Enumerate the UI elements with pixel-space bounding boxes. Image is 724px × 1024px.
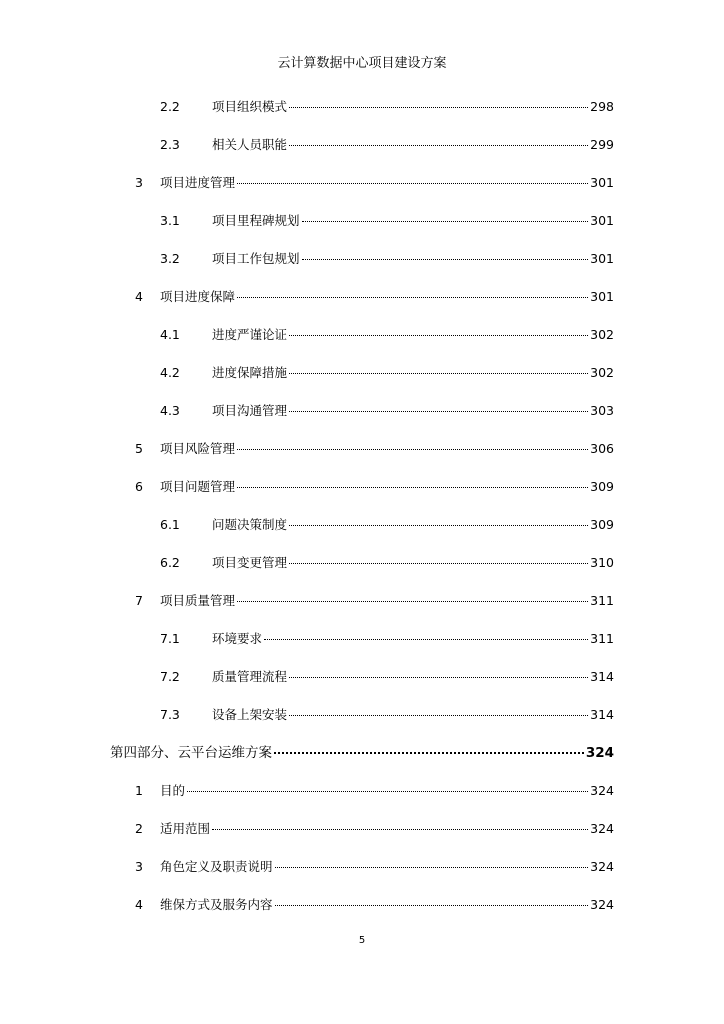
toc-entry-page: 324 (585, 745, 614, 761)
toc-leader-dots (237, 601, 588, 602)
toc-leader-dots (264, 639, 588, 640)
toc-entry-title: 进度严谨论证 (212, 327, 288, 342)
toc-entry-page: 301 (590, 251, 614, 266)
toc-entry-page: 309 (590, 479, 614, 494)
toc-entry-page: 301 (590, 213, 614, 228)
toc-entry-number: 6.2 (160, 555, 180, 570)
toc-leader-dots (289, 335, 588, 336)
toc-entry-number: 4.1 (160, 327, 180, 342)
toc-leader-dots (289, 373, 588, 374)
toc-leader-dots (289, 525, 588, 526)
toc-entry-page: 311 (590, 631, 614, 646)
document-title: 云计算数据中心项目建设方案 (277, 56, 447, 71)
toc-entry-number: 3 (135, 175, 143, 190)
toc-entry-page: 306 (590, 441, 614, 456)
toc-entry[interactable] (0, 858, 724, 876)
toc-entry-number: 2.2 (160, 99, 180, 114)
toc-leader-dots (212, 829, 588, 830)
toc-entry[interactable] (0, 478, 724, 496)
toc-entry[interactable] (0, 402, 724, 420)
toc-leader-dots (237, 297, 588, 298)
toc-entry-page: 324 (590, 821, 614, 836)
toc-entry-number: 2 (135, 821, 143, 836)
toc-entry-title: 项目问题管理 (160, 479, 236, 494)
toc-leader-dots (289, 107, 588, 108)
toc-entry-title: 项目工作包规划 (212, 251, 300, 266)
toc-entry[interactable] (0, 668, 724, 686)
toc-entry-title: 项目里程碑规划 (212, 213, 300, 228)
toc-entry-page: 302 (590, 327, 614, 342)
toc-entry-page: 302 (590, 365, 614, 380)
toc-entry-title: 相关人员职能 (212, 137, 288, 152)
toc-entry[interactable] (0, 592, 724, 610)
toc-leader-dots (302, 259, 589, 260)
toc-entry[interactable] (0, 174, 724, 192)
toc-entry-title: 设备上架安装 (212, 707, 288, 722)
toc-entry-number: 7.3 (160, 707, 180, 722)
toc-entry-title: 项目风险管理 (160, 441, 236, 456)
toc-entry-number: 7 (135, 593, 143, 608)
toc-entry[interactable] (0, 782, 724, 800)
toc-leader-dots (274, 752, 584, 754)
toc-entry-title: 目的 (160, 783, 186, 798)
toc-entry-title: 项目质量管理 (160, 593, 236, 608)
toc-entry-title: 项目进度保障 (160, 289, 236, 304)
toc-leader-dots (289, 563, 588, 564)
toc-entry[interactable] (0, 896, 724, 914)
toc-entry-title: 进度保障措施 (212, 365, 288, 380)
toc-entry-number: 4.3 (160, 403, 180, 418)
toc-entry[interactable] (0, 364, 724, 382)
toc-entry-number: 6 (135, 479, 143, 494)
toc-entry[interactable] (0, 288, 724, 306)
toc-leader-dots (289, 411, 588, 412)
toc-entry-page: 310 (590, 555, 614, 570)
toc-leader-dots (289, 145, 588, 146)
toc-entry[interactable] (0, 136, 724, 154)
toc-entry-title: 质量管理流程 (212, 669, 288, 684)
toc-leader-dots (187, 791, 588, 792)
toc-entry-page: 324 (590, 897, 614, 912)
toc-entry-number: 4 (135, 289, 143, 304)
toc-entry-page: 314 (590, 707, 614, 722)
toc-leader-dots (237, 449, 588, 450)
toc-leader-dots (237, 487, 588, 488)
toc-entry-title: 问题决策制度 (212, 517, 288, 532)
toc-entry-number: 7.1 (160, 631, 180, 646)
toc-entry-title: 角色定义及职责说明 (160, 859, 273, 874)
toc-leader-dots (275, 867, 589, 868)
toc-entry[interactable] (0, 630, 724, 648)
toc-entry-title: 项目变更管理 (212, 555, 288, 570)
toc-entry-number: 3.1 (160, 213, 180, 228)
toc-entry-page: 309 (590, 517, 614, 532)
toc-entry[interactable] (0, 554, 724, 572)
toc-leader-dots (275, 905, 589, 906)
toc-entry-title: 项目组织模式 (212, 99, 288, 114)
toc-entry-number: 2.3 (160, 137, 180, 152)
toc-leader-dots (237, 183, 588, 184)
toc-entry-page: 299 (590, 137, 614, 152)
toc-entry-page: 324 (590, 783, 614, 798)
toc-entry[interactable] (0, 98, 724, 116)
toc-entry[interactable] (0, 212, 724, 230)
toc-entry[interactable] (0, 516, 724, 534)
toc-entry-title: 适用范围 (160, 821, 211, 836)
toc-entry[interactable] (0, 820, 724, 838)
toc-entry-page: 303 (590, 403, 614, 418)
toc-entry-title: 项目进度管理 (160, 175, 236, 190)
toc-entry[interactable] (0, 440, 724, 458)
toc-entry[interactable] (0, 326, 724, 344)
toc-entry-number: 4 (135, 897, 143, 912)
toc-entry-title: 第四部分、云平台运维方案 (110, 745, 272, 761)
toc-entry-page: 324 (590, 859, 614, 874)
toc-leader-dots (302, 221, 589, 222)
toc-entry-number: 3.2 (160, 251, 180, 266)
toc-entry-number: 7.2 (160, 669, 180, 684)
toc-entry-number: 1 (135, 783, 143, 798)
toc-entry-title: 维保方式及服务内容 (160, 897, 273, 912)
page-number: 5 (358, 935, 366, 946)
toc-entry-page: 311 (590, 593, 614, 608)
toc-entry-title: 环境要求 (212, 631, 263, 646)
toc-entry[interactable] (0, 250, 724, 268)
toc-entry-title: 项目沟通管理 (212, 403, 288, 418)
toc-entry-number: 4.2 (160, 365, 180, 380)
toc-entry-page: 301 (590, 289, 614, 304)
toc-entry-number: 6.1 (160, 517, 180, 532)
toc-leader-dots (289, 677, 588, 678)
toc-entry-page: 298 (590, 99, 614, 114)
toc-part-entry[interactable] (0, 744, 724, 762)
toc-entry-number: 5 (135, 441, 143, 456)
toc-entry-page: 314 (590, 669, 614, 684)
toc-entry-page: 301 (590, 175, 614, 190)
toc-entry[interactable] (0, 706, 724, 724)
toc-entry-number: 3 (135, 859, 143, 874)
toc-leader-dots (289, 715, 588, 716)
